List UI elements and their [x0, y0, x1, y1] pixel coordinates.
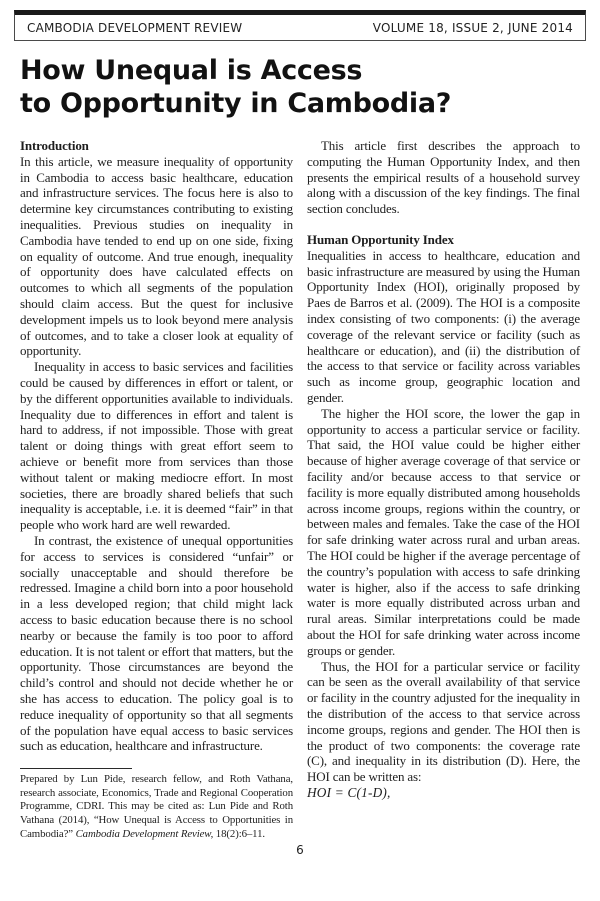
hoi-formula: HOI = C(1-D),: [307, 784, 391, 800]
paragraph: The higher the HOI score, the lower the gap in opportunity to access a particular service or facility. That said, the HOI value could be higher either because of higher average coverage of that service or facility and/or because access to that service or facility is more equally distributed among households across income groups, regions within the country, or between males and females. Take the case of the HOI for safe drinking water across rural and urban areas. The HOI could be higher if the average percentage of the country’s population with access to safe drinking water is higher, also if the access to safe drinking water is more equally distributed across urban and rural areas. Similar interpretations could be made about the HOI for safe drinking water across income groups or gender.: [307, 405, 580, 658]
footnote-divider: [20, 768, 132, 769]
paragraph: In contrast, the existence of unequal opportunities for access to services is considered “unfair” or socially unacceptable and should therefore be redressed. Imagine a child born into a poor household in a less developed region; that child might lack access to basic education because there is no school nearby or because the family is too poor to afford education. It is not talent or effort that matters, but the opportunity. Those circumstances are beyond the child’s control and should not decide whether he or she has access to education. The policy goal is to reduce inequality of opportunity so that all segments of the population have equal access to basic services such as education, healthcare and infrastructure.: [20, 533, 293, 754]
footnote-text: Prepared by Lun Pide, research fellow, and Roth Vathana, research associate, Economics, Trade and Regional Cooperation Programme, CDRI. This may be cited as: Lun Pide and Roth Vathana (2014), “How Unequal is Access to Opportunities in Cambodia?”: [20, 773, 293, 840]
footnote-journal-italic: Cambodia Development Review,: [75, 827, 214, 840]
page-title-line2: to Opportunity in Cambodia?: [20, 88, 452, 119]
paragraph: Inequality in access to basic services and facilities could be caused by differences in effort or talent, or by the different opportunities available to individuals. Inequality due to differences in effort and talent is hard to address, if not impossible. Those with great talent or doing things with great effort seem to achieve or benefit more from services than those without talent or making mediocre effort. In most societies, there are broadly shared beliefs that such inequality is acceptable, i.e. it is deemed “fair” in that people who work hard are well rewarded.: [20, 359, 293, 533]
right-column: [307, 138, 580, 841]
article-columns: [20, 138, 580, 841]
journal-name: CAMBODIA DEVELOPMENT REVIEW: [27, 21, 243, 35]
section-heading-introduction: Introduction: [20, 138, 89, 154]
journal-header-bar: [14, 10, 586, 41]
paragraph: Thus, the HOI for a particular service or facility can be seen as the overall availability of that service or facility in the country adjusted for the inequality in the distribution of the access to that service across income groups, regions and gender. The HOI then is the product of two components: the coverage rate (C), and inequality in its distribution (D). Here, the HOI can be written as:: [307, 658, 580, 785]
footnote-block: [20, 768, 293, 841]
section-heading-hoi: Human Opportunity Index: [307, 232, 454, 248]
paragraph: In this article, we measure inequality of opportunity in Cambodia to access basic healthcare, education and infrastructure services. The focus here is also to determine key circumstances contributing to existing inequalities. Previous studies on inequality in Cambodia have tended to end up on one side, fixing on equality of outcome. And true enough, inequality of opportunity does have calculated effects on outcomes to which all segments of the population should claim access. But the quest for inclusive development impels us to look beyond mere analysis of outcomes, and to take a closer look at equality of opportunity.: [20, 153, 293, 359]
issue-info: VOLUME 18, ISSUE 2, JUNE 2014: [372, 21, 573, 35]
page-number: 6: [296, 843, 304, 857]
footnote-citation-pages: 18(2):6–11.: [213, 827, 265, 840]
page-title-line1: How Unequal is Access: [20, 55, 363, 86]
footnote: [20, 773, 293, 841]
page-title: [20, 54, 580, 120]
paragraph: This article first describes the approach to computing the Human Opportunity Index, and then presents the empirical results of a household survey along with a discussion of the key findings. The final section concludes.: [307, 138, 580, 217]
left-column: [20, 138, 293, 841]
paragraph: Inequalities in access to healthcare, education and basic infrastructure are measured by using the Human Opportunity Index (HOI), originally proposed by Paes de Barros et al. (2009). The HOI is a composite index consisting of two components: (i) the average coverage of the relevant service or facility (such as healthcare or education), and (ii) the distribution of the access to that service or facility across variables such as income group, geographic location and gender.: [307, 247, 580, 406]
